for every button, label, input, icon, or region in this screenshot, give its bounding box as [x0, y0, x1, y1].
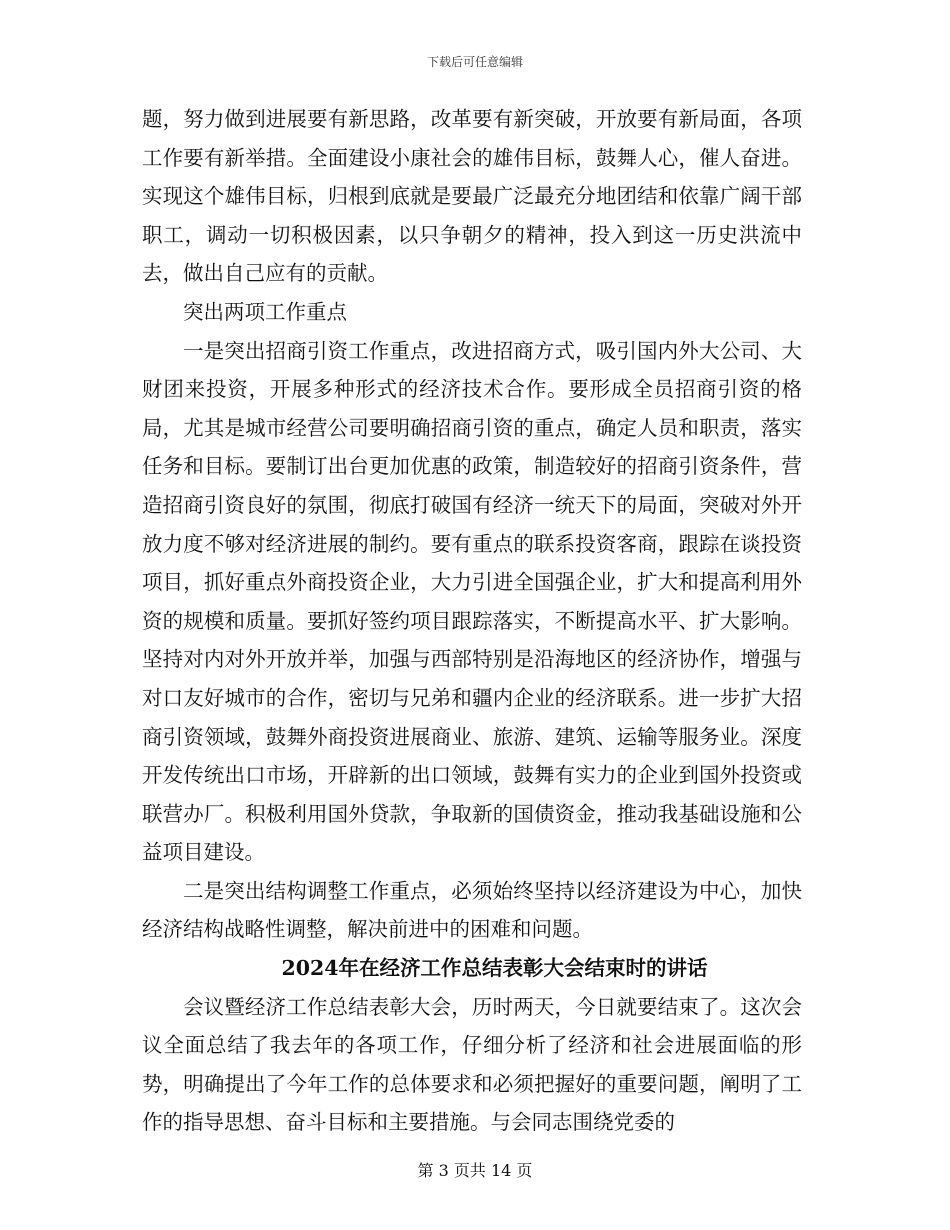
page-number: 第 3 页共 14 页 [417, 1161, 533, 1180]
section-title: 2024年在经济工作总结表彰大会结束时的讲话 [281, 956, 708, 981]
paragraph-heading-two-focus: 突出两项工作重点 [183, 299, 347, 324]
paragraph-structure: 二是突出结构调整工作重点，必须始终坚持以经济建设为中心，加快经济结构战略性调整，解决前进中的困难和问题。 [142, 878, 802, 942]
page-header: 下载后可任意编辑 [426, 55, 523, 69]
paragraph-investment: 一是突出招商引资工作重点，改进招商方式，吸引国内外大公司、大财团来投资，开展多种形式的经济技术合作。要形成全员招商引资的格局，尤其是城市经营公司要明确招商引资的重点，确定人员和职责，落实任务和目标。要制订出台更加优惠的政策，制造较好的招商引资条件，营造招商引资良好的氛围，彻底打破国有经济一统天下的局面，突破对外开放力度不够对经济进展的制约。要有重点的联系投资客商，跟踪在谈投资项目，抓好重点外商投资企业，大力引进全国强企业，扩大和提高利用外资的规模和质量。要抓好签约项目跟踪落实，不断提高水平、扩大影响。坚持对内对外开放并举，加强与西部特别是沿海地区的经济协作，增强与对口友好城市的合作，密切与兄弟和疆内企业的经济联系。进一步扩大招商引资领域，鼓舞外商投资进展商业、旅游、建筑、运输等服务业。深度开发传统出口市场，开辟新的出口领域，鼓舞有实力的企业到国外投资或联营办厂。积极利用国外贷款，争取新的国债资金，推动我基础设施和公益项目建设。 [142, 338, 802, 865]
paragraph-intro: 题，努力做到进展要有新思路，改革要有新突破，开放要有新局面，各项工作要有新举措。全面建设小康社会的雄伟目标，鼓舞人心，催人奋进。实现这个雄伟目标，归根到底就是要最广泛最充分地团结和依靠广阔干部职工，调动一切积极因素，以只争朝夕的精神，投入到这一历史洪流中去，做出自己应有的贡献。 [142, 107, 802, 286]
paragraph-closing: 会议暨经济工作总结表彰大会，历时两天，今日就要结束了。这次会议全面总结了我去年的各项工作，仔细分析了经济和社会进展面临的形势，明确提出了今年工作的总体要求和必须把握好的重要问题，阐明了工作的指导思想、奋斗目标和主要措施。与会同志围绕党委的 [142, 994, 802, 1135]
document-body [142, 100, 802, 1142]
